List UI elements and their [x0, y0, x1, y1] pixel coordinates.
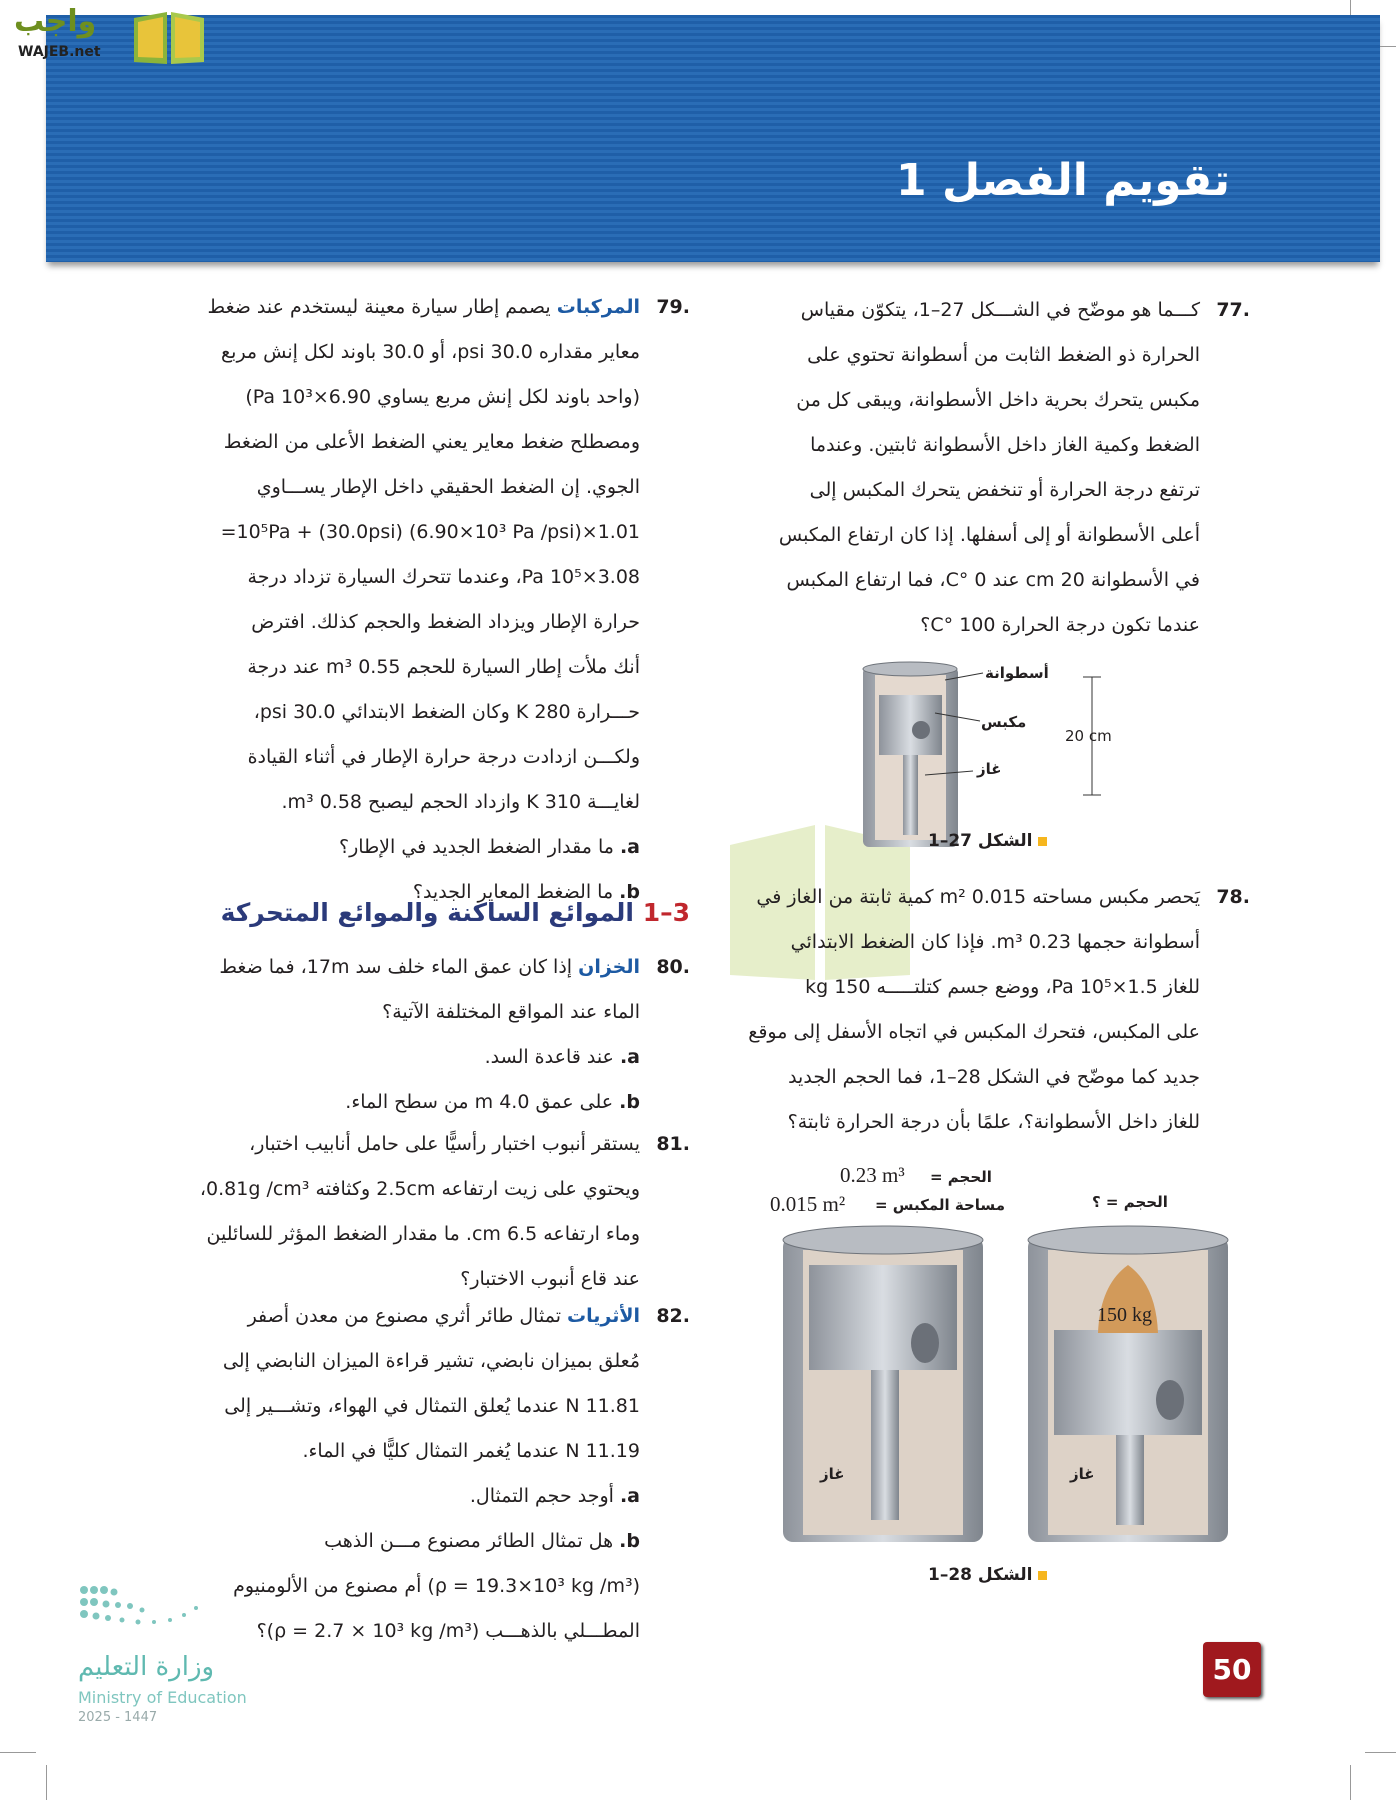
sub-text: ما مقدار الضغط الجديد في الإطار؟ [339, 836, 620, 858]
cylinder-label: أسطوانة [985, 664, 1049, 682]
area-value: 0.015 m² [770, 1192, 846, 1216]
question-first-line [170, 945, 690, 990]
question-line: (ρ = 19.3×10³ kg /m³) أم مصنوع من الألومنيوم [233, 1575, 640, 1597]
q79-body [170, 285, 690, 915]
caption-text: الشكل 28–1 [928, 1565, 1033, 1585]
question-line: 11.19 N عندما يُغمر التمثال كليًّا في الماء. [302, 1440, 640, 1462]
question-number: 78. [1216, 886, 1250, 908]
gas-label-after: غاز [1070, 1465, 1095, 1483]
topic-keyword: الخزان [578, 956, 640, 978]
sub-label: a. [619, 1485, 640, 1507]
ministry-year: 2025 - 1447 [78, 1710, 158, 1725]
section-title: الموائع الساكنة والموائع المتحركة [220, 898, 643, 927]
gas-label-before: غاز [820, 1465, 845, 1483]
figure-27-caption [928, 831, 1047, 851]
gas-label: غاز [977, 760, 1002, 778]
logo-arabic: واجب [14, 4, 97, 39]
question-number: 82. [656, 1305, 690, 1327]
sub-question-b [170, 1519, 690, 1564]
question-text: كـــما هو موضّح في الشـــكل 27–1، يتكوّن مقياس [800, 299, 1200, 321]
mass-label: 150 kg [1097, 1304, 1152, 1326]
question-78 [690, 875, 1250, 1145]
question-line: للغاز 1.5×10⁵ Pa، ووضع جسم كتلتـــــه 150 kg [805, 976, 1200, 998]
question-first-line [170, 1294, 690, 1339]
piston-label: مكبس [981, 713, 1027, 731]
page-number: 50 [1203, 1642, 1261, 1697]
question-line: حـــرارة 280 K وكان الضغط الابتدائي 30.0 psi، [253, 701, 640, 723]
height-label: 20 cm [1065, 727, 1112, 745]
topic-keyword: الأثريات [567, 1305, 640, 1327]
question-line: الحرارة ذو الضغط الثابت من أسطوانة تحتوي على [807, 344, 1200, 366]
sub-label: b. [619, 1530, 640, 1552]
volume-label: الحجم = [930, 1168, 992, 1186]
question-line: على المكبس، فتحرك المكبس في اتجاه الأسفل إلى موقع [748, 1021, 1200, 1043]
question-line: لغايـــة 310 K وازداد الحجم ليصبح 0.58 m³. [281, 791, 640, 813]
ministry-arabic: وزارة التعليم [78, 1652, 215, 1682]
question-text: يستقر أنبوب اختبار رأسيًّا على حامل أنابيب اختبار، [249, 1133, 640, 1155]
sub-question-b [170, 1080, 690, 1125]
question-line: 11.81 N عندما يُعلق التمثال في الهواء، وتشـــير إلى [224, 1395, 640, 1417]
question-first-line [170, 1122, 690, 1167]
question-line: وماء ارتفاعه 6.5 cm. ما مقدار الضغط المؤثر للسائلين [206, 1223, 640, 1245]
question-number: 81. [656, 1133, 690, 1155]
sub-label: a. [619, 1046, 640, 1068]
crop-mark [46, 1765, 47, 1800]
figure-28-caption [928, 1565, 1047, 1585]
book-icon [130, 8, 208, 66]
question-line: المطـــلي بالذهـــب (ρ = 2.7 × 10³ kg /m³)؟ [256, 1620, 640, 1642]
question-line: معاير مقداره 30.0 psi، أو 30.0 باوند لكل إنش مربع [221, 341, 640, 363]
area-label: مساحة المكبس = [875, 1196, 1005, 1214]
caption-marker-icon [1038, 1571, 1047, 1580]
question-77 [690, 288, 1250, 648]
question-line: أنك ملأت إطار السيارة للحجم 0.55 m³ عند درجة [247, 656, 640, 678]
question-line: جديد كما موضّح في الشكل 28–1، فما الحجم الجديد [788, 1066, 1200, 1088]
question-text: إذا كان عمق الماء خلف سد 17m، فما ضغط [219, 956, 579, 978]
question-line: حرارة الإطار ويزداد الضغط والحجم كذلك. افترض [251, 611, 640, 633]
q81-body [170, 1122, 690, 1302]
question-line: 1.01×10⁵Pa + (30.0psi) (6.90×10³ Pa /psi)= [220, 521, 640, 543]
new-volume-label: الحجم = ؟ [1092, 1193, 1168, 1211]
sub-text: هل تمثال الطائر مصنوع مـــن الذهب [324, 1530, 620, 1552]
question-line: ولكـــن ازدادت درجة حرارة الإطار في أثناء القيادة [247, 746, 640, 768]
topic-keyword: المركبات [556, 296, 640, 318]
caption-text: الشكل 27–1 [928, 831, 1033, 851]
question-number: 79. [656, 296, 690, 318]
sub-text: أوجد حجم التمثال. [469, 1485, 620, 1507]
q80-body [170, 945, 690, 1125]
question-line: الماء عند المواقع المختلفة الآتية؟ [382, 1001, 640, 1023]
cylinder-after [1028, 1226, 1228, 1542]
question-first-line [170, 285, 690, 330]
question-line: أسطوانة حجمها 0.23 m³. فإذا كان الضغط الابتدائي [790, 931, 1200, 953]
page-title: تقويم الفصل 1 [896, 155, 1230, 206]
question-line: في الأسطوانة 20 cm عند 0 °C، فما ارتفاع المكبس [786, 569, 1200, 591]
question-text: يَحصر مكبس مساحته 0.015 m² كمية ثابتة من الغاز في [756, 886, 1200, 908]
section-heading [221, 898, 690, 927]
question-82 [170, 1294, 690, 1654]
figure-27-thermometer [855, 655, 1135, 855]
piston-shape [879, 695, 942, 755]
sub-label: b. [619, 881, 640, 903]
question-text: يصمم إطار سيارة معينة ليستخدم عند ضغط [207, 296, 557, 318]
question-line: ومصطلح ضغط معاير يعني الضغط الأعلى من الضغط [223, 431, 640, 453]
question-first-line [690, 288, 1250, 333]
question-number: 80. [656, 956, 690, 978]
crop-mark [1365, 1752, 1396, 1753]
question-line: للغاز داخل الأسطوانة؟، علمًا بأن درجة الحرارة ثابتة؟ [787, 1111, 1200, 1133]
sub-question-a [170, 1474, 690, 1519]
crop-mark [1350, 1765, 1351, 1800]
sub-question-a [170, 1035, 690, 1080]
question-number: 77. [1216, 299, 1250, 321]
question-line: عند قاع أنبوب الاختبار؟ [460, 1268, 640, 1290]
q77-body [690, 288, 1250, 648]
question-text: تمثال طائر أثري مصنوع من معدن أصفر [247, 1305, 568, 1327]
question-line: ترتفع درجة الحرارة أو تنخفض يتحرك المكبس إلى [809, 479, 1200, 501]
cylinder-before [783, 1226, 983, 1542]
question-79 [170, 285, 690, 915]
question-line: عندما تكون درجة الحرارة 100 °C؟ [920, 614, 1200, 636]
question-81 [170, 1122, 690, 1302]
sub-question-a [170, 825, 690, 870]
question-line: مُعلق بميزان نابضي، تشير قراءة الميزان النابضي إلى [222, 1350, 640, 1372]
q82-body [170, 1294, 690, 1654]
ministry-english: Ministry of Education [78, 1688, 247, 1707]
question-line: ويحتوي على زيت ارتفاعه 2.5cm وكثافته 0.81g /cm³، [199, 1178, 640, 1200]
crop-mark [0, 1752, 36, 1753]
chapter-banner [46, 15, 1380, 262]
question-line: الضغط وكمية الغاز داخل الأسطوانة ثابتين. وعندما [810, 434, 1200, 456]
question-80 [170, 945, 690, 1125]
sub-label: b. [619, 1091, 640, 1113]
sub-label: a. [619, 836, 640, 858]
volume-value: 0.23 m³ [840, 1163, 905, 1187]
question-line: (واحد باوند لكل إنش مربع يساوي 6.90×10³ Pa) [245, 386, 640, 408]
sub-text: عند قاعدة السد. [484, 1046, 620, 1068]
q78-body [690, 875, 1250, 1145]
question-line: 3.08×10⁵ Pa، وعندما تتحرك السيارة تزداد درجة [247, 566, 640, 588]
question-line: أعلى الأسطوانة أو إلى أسفلها. إذا كان ارتفاع المكبس [778, 524, 1200, 546]
question-line: الجوي. إن الضغط الحقيقي داخل الإطار يســـاوي [256, 476, 640, 498]
section-number: 3–1 [642, 898, 690, 927]
question-line: مكبس يتحرك بحرية داخل الأسطوانة، ويبقى كل من [796, 389, 1200, 411]
sub-text: ما الضغط المعاير الجديد؟ [412, 881, 620, 903]
logo-english: WAJEB.net [18, 44, 101, 60]
caption-marker-icon [1038, 837, 1047, 846]
question-first-line [690, 875, 1250, 920]
figure-28-pistons [775, 1225, 1235, 1550]
sub-text: على عمق 4.0 m من سطح الماء. [345, 1091, 620, 1113]
